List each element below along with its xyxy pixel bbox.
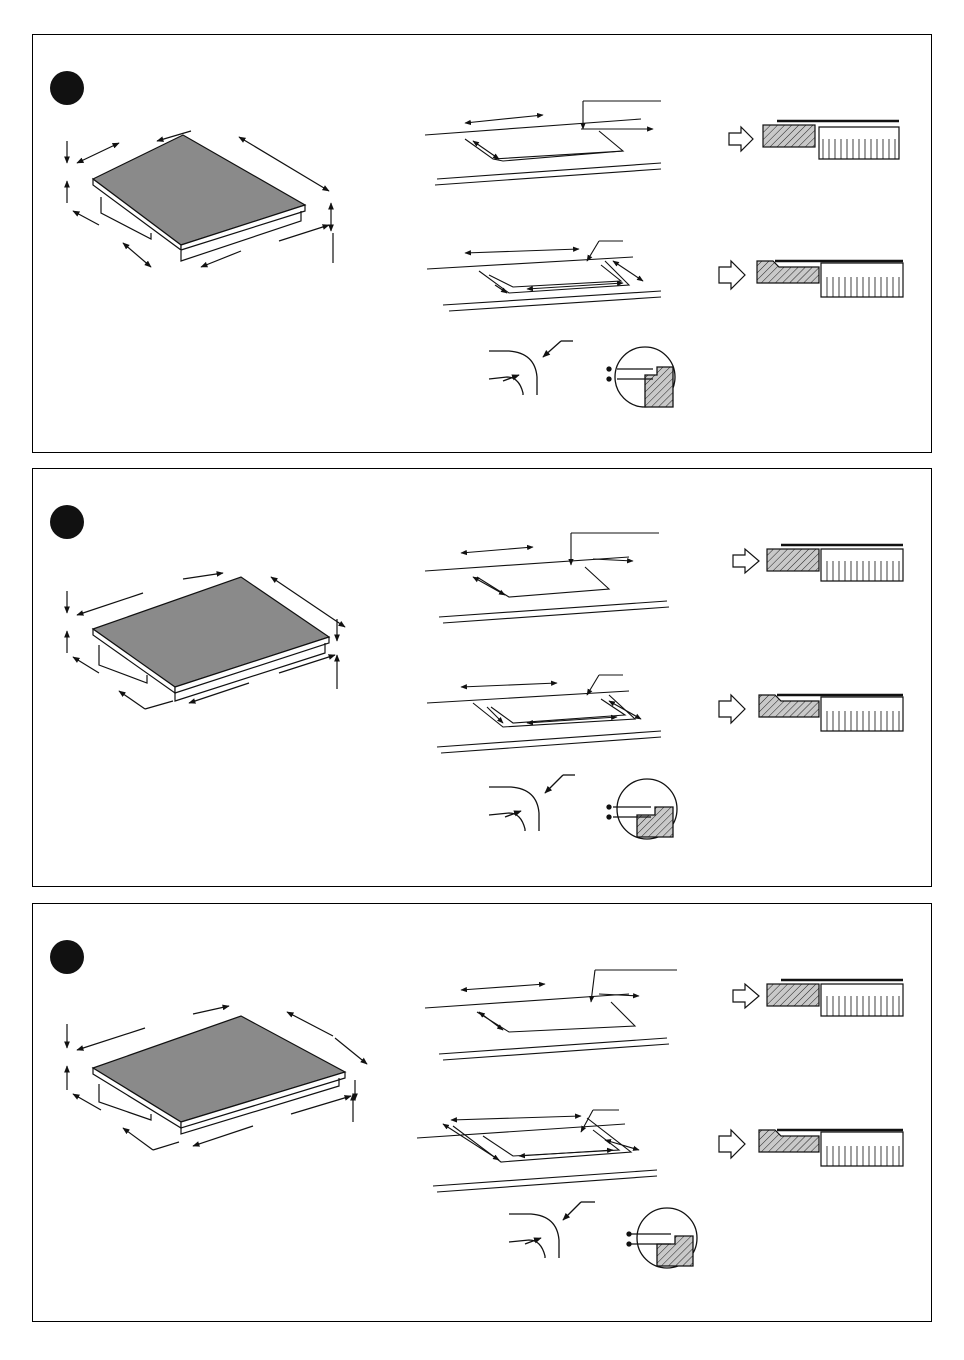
installation-panel-3 [32, 903, 932, 1322]
overlay-mount-section [719, 261, 903, 297]
flush-mount-arrow-icon [733, 549, 759, 573]
cutout-plan-flush [425, 101, 661, 185]
cutout-plan-overlay [427, 675, 661, 753]
hob-isometric [67, 1006, 367, 1150]
corner-radius-detail [489, 341, 573, 395]
cutout-plan-overlay [427, 241, 661, 311]
flush-mount-arrow-icon [729, 127, 753, 151]
cutout-plan-flush [425, 533, 669, 623]
flush-mount-arrow-icon [733, 984, 759, 1008]
hob-isometric [67, 131, 333, 267]
flush-mount-section [733, 545, 903, 581]
flush-mount-section [729, 121, 899, 159]
installation-panel-2 [32, 468, 932, 887]
corner-radius-detail [489, 775, 575, 831]
overlay-mount-section [719, 1130, 903, 1166]
edge-section-detail [607, 347, 675, 407]
cutout-plan-overlay [417, 1110, 657, 1192]
corner-radius-detail [509, 1202, 595, 1258]
installation-panel-1 [32, 34, 932, 453]
hob-isometric [67, 573, 345, 709]
panel-3-drawing [33, 904, 933, 1323]
cutout-plan-flush [425, 970, 677, 1060]
edge-section-detail [627, 1208, 697, 1268]
flush-mount-section [733, 980, 903, 1016]
panel-1-drawing [33, 35, 933, 454]
overlay-mount-arrow-icon [719, 695, 745, 723]
overlay-mount-arrow-icon [719, 1130, 745, 1158]
overlay-mount-section [719, 695, 903, 731]
panel-2-drawing [33, 469, 933, 888]
overlay-mount-arrow-icon [719, 261, 745, 289]
edge-section-detail [607, 779, 677, 839]
